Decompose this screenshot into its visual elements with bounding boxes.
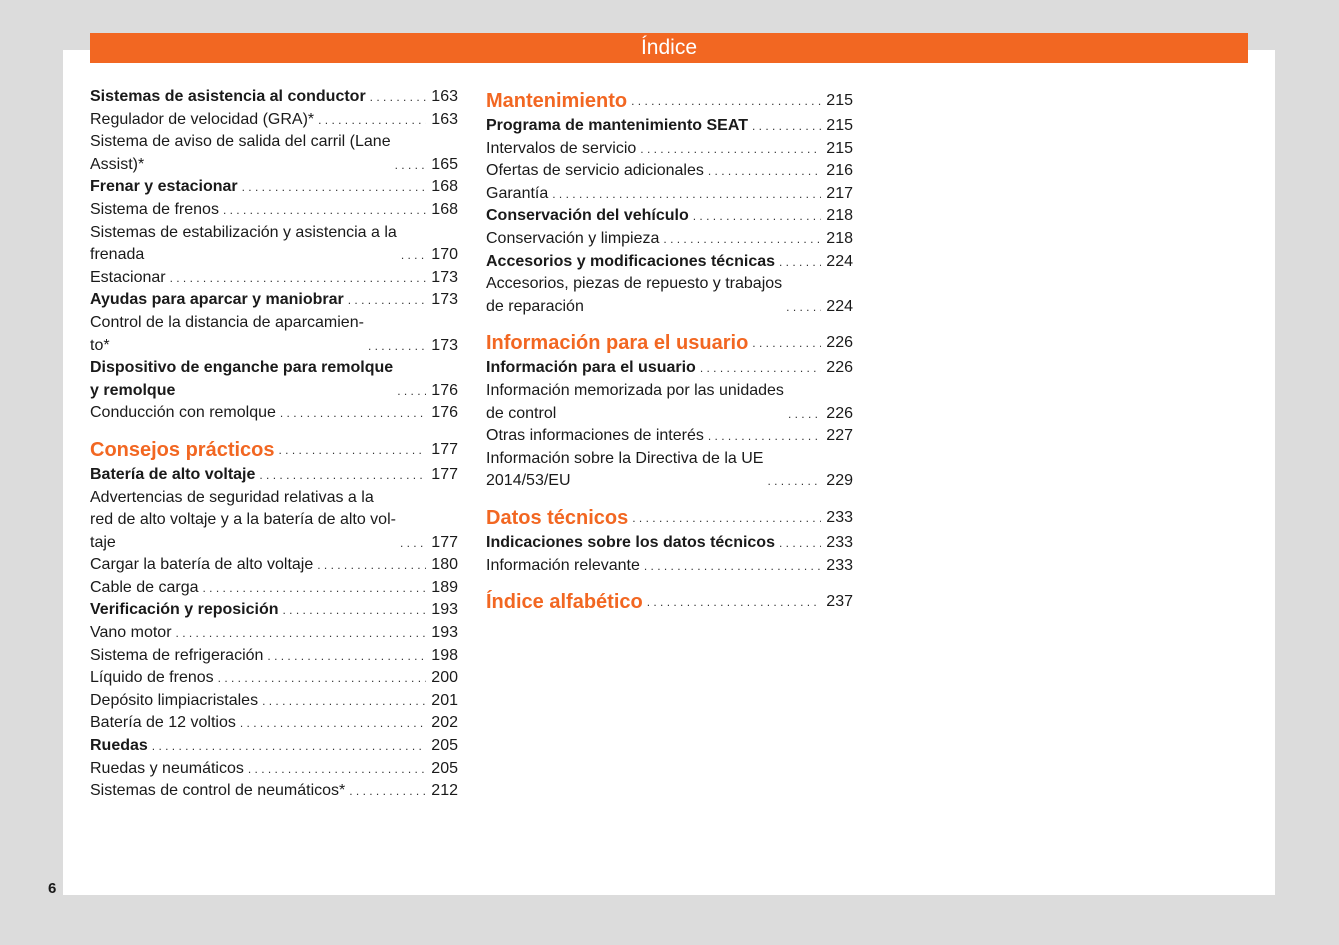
toc-entry-page: 170 bbox=[431, 246, 458, 264]
toc-entry-title: Mantenimiento bbox=[486, 90, 628, 112]
toc-section-heading[interactable] bbox=[486, 503, 853, 531]
toc-entry-title: Regulador de velocidad (GRA)* bbox=[90, 110, 315, 128]
toc-section-heading[interactable] bbox=[486, 328, 853, 356]
toc-entry[interactable] bbox=[486, 448, 853, 493]
dot-leader bbox=[401, 244, 426, 267]
toc-entry-title: Batería de alto voltaje bbox=[90, 465, 256, 483]
toc-entry-page: 176 bbox=[431, 404, 458, 422]
toc-entry-title: Accesorios, piezas de repuesto y trabajos de reparación bbox=[486, 275, 783, 315]
toc-entry[interactable] bbox=[486, 228, 853, 251]
toc-entry-page: 198 bbox=[431, 646, 458, 664]
toc-entry-title: Intervalos de servicio bbox=[486, 139, 637, 157]
toc-entry-page: 173 bbox=[431, 336, 458, 354]
toc-entry-title: Sistemas de estabilización y asistencia a la frenada bbox=[90, 223, 397, 264]
dot-leader bbox=[767, 470, 821, 493]
dot-leader bbox=[262, 690, 426, 713]
toc-entry-title: Consejos prácticos bbox=[90, 438, 275, 461]
dot-leader bbox=[170, 267, 426, 290]
toc-entry-page: 233 bbox=[826, 556, 853, 574]
toc-entry-page: 200 bbox=[431, 669, 458, 687]
toc-entry-title: Cable de carga bbox=[90, 578, 199, 596]
toc-entry-title: Información para el usuario bbox=[486, 359, 696, 377]
toc-entry-page: 215 bbox=[826, 117, 853, 134]
dot-leader bbox=[552, 183, 821, 206]
toc-right-column bbox=[486, 86, 853, 616]
toc-entry-title: Información memorizada por las unidades de control bbox=[486, 381, 784, 422]
toc-entry-page: 177 bbox=[431, 440, 458, 458]
toc-entry[interactable] bbox=[90, 176, 458, 199]
toc-entry[interactable] bbox=[90, 487, 458, 555]
toc-entry-page: 215 bbox=[826, 92, 853, 109]
toc-entry[interactable] bbox=[486, 357, 853, 380]
toc-entry-page: 176 bbox=[431, 381, 458, 399]
toc-entry-page: 226 bbox=[826, 359, 853, 377]
toc-entry-title: Ayudas para aparcar y maniobrar bbox=[90, 291, 344, 309]
dot-leader bbox=[788, 403, 821, 426]
toc-entry[interactable] bbox=[486, 425, 853, 448]
toc-section-heading[interactable] bbox=[486, 86, 853, 114]
toc-entry[interactable] bbox=[90, 690, 458, 713]
toc-entry[interactable] bbox=[90, 622, 458, 645]
dot-leader bbox=[397, 380, 426, 403]
toc-entry-title: Información sobre la Directiva de la UE 2014/53/EU bbox=[486, 449, 764, 490]
dot-leader bbox=[708, 425, 821, 448]
toc-section-heading[interactable] bbox=[486, 587, 853, 615]
toc-entry-title: Conducción con remolque bbox=[90, 404, 276, 422]
toc-entry[interactable] bbox=[90, 667, 458, 690]
toc-entry[interactable] bbox=[90, 199, 458, 222]
toc-entry[interactable] bbox=[486, 183, 853, 206]
toc-entry-page: 217 bbox=[826, 184, 853, 202]
dot-leader bbox=[242, 176, 426, 199]
toc-entry-title: Otras informaciones de interés bbox=[486, 427, 704, 445]
toc-entry-title: Garantía bbox=[486, 184, 549, 202]
dot-leader bbox=[267, 645, 426, 668]
toc-entry-title: Índice alfabético bbox=[486, 591, 643, 614]
toc-entry-title: Estacionar bbox=[90, 268, 166, 286]
toc-entry-title: Información relevante bbox=[486, 556, 640, 574]
toc-entry-title: Dispositivo de enganche para remolque y remolque bbox=[90, 359, 394, 399]
toc-entry[interactable] bbox=[486, 380, 853, 425]
page-title: Índice bbox=[90, 33, 1248, 63]
dot-leader bbox=[700, 357, 821, 380]
dot-leader bbox=[779, 251, 821, 274]
dot-leader bbox=[223, 199, 426, 222]
toc-entry[interactable] bbox=[486, 138, 853, 161]
dot-leader bbox=[708, 160, 821, 183]
toc-entry-title: Batería de 12 voltios bbox=[90, 714, 236, 732]
dot-leader bbox=[176, 622, 426, 645]
toc-entry-page: 226 bbox=[826, 334, 853, 352]
dot-leader bbox=[647, 587, 821, 615]
toc-entry-page: 168 bbox=[431, 178, 458, 196]
toc-entry-title: Sistema de frenos bbox=[90, 200, 219, 218]
toc-entry-title: Verificación y reposición bbox=[90, 601, 279, 619]
dot-leader bbox=[280, 402, 426, 425]
toc-entry-title: Conservación del vehículo bbox=[486, 207, 689, 225]
toc-entry[interactable] bbox=[90, 554, 458, 577]
toc-entry-title: Ruedas y neumáticos bbox=[90, 759, 244, 777]
toc-entry-page: 233 bbox=[826, 533, 853, 551]
toc-entry[interactable] bbox=[90, 312, 458, 357]
toc-entry-page: 229 bbox=[826, 472, 853, 490]
toc-entry-page: 215 bbox=[826, 139, 853, 157]
toc-entry-title: Sistema de refrigeración bbox=[90, 646, 264, 664]
dot-leader bbox=[786, 296, 821, 319]
page-number: 6 bbox=[48, 880, 57, 897]
toc-entry[interactable] bbox=[90, 86, 458, 109]
toc-entry-title: Frenar y estacionar bbox=[90, 178, 238, 196]
toc-entry-page: 177 bbox=[431, 533, 458, 551]
dot-leader bbox=[395, 154, 426, 177]
toc-entry[interactable] bbox=[486, 115, 853, 138]
toc-entry[interactable] bbox=[90, 577, 458, 600]
dot-leader bbox=[283, 599, 426, 622]
toc-entry-title: Vano motor bbox=[90, 624, 172, 642]
dot-leader bbox=[663, 228, 821, 251]
toc-entry[interactable] bbox=[90, 735, 458, 758]
toc-entry-title: Sistema de aviso de salida del carril (Lane Assist)* bbox=[90, 133, 391, 173]
toc-entry-title: Indicaciones sobre los datos técnicos bbox=[486, 533, 775, 551]
dot-leader bbox=[279, 435, 426, 463]
toc-entry-title: Información para el usuario bbox=[486, 332, 749, 355]
toc-entry[interactable] bbox=[90, 712, 458, 735]
toc-entry-page: 218 bbox=[826, 207, 853, 225]
toc-entry-page: 205 bbox=[431, 759, 458, 777]
toc-entry-title: Advertencias de seguridad relativas a la red de alto voltaje y a la batería de alto vol- taje bbox=[90, 488, 396, 551]
toc-entry-title: Sistemas de control de neumáticos* bbox=[90, 782, 346, 800]
toc-entry-page: 163 bbox=[431, 110, 458, 128]
toc-entry-title: Depósito limpiacristales bbox=[90, 691, 259, 709]
toc-entry-title: Programa de mantenimiento SEAT bbox=[486, 117, 748, 134]
dot-leader bbox=[632, 503, 821, 531]
toc-entry[interactable] bbox=[90, 780, 458, 803]
toc-entry-title: Datos técnicos bbox=[486, 506, 629, 529]
toc-entry[interactable] bbox=[90, 131, 458, 176]
toc-entry-page: 218 bbox=[826, 229, 853, 247]
toc-entry-page: 227 bbox=[826, 427, 853, 445]
toc-entry[interactable] bbox=[90, 267, 458, 290]
toc-entry[interactable] bbox=[486, 555, 853, 578]
dot-leader bbox=[240, 712, 426, 735]
toc-entry-page: 202 bbox=[431, 714, 458, 732]
dot-leader bbox=[640, 138, 821, 161]
toc-entry[interactable] bbox=[90, 758, 458, 781]
toc-entry-title: Conservación y limpieza bbox=[486, 229, 660, 247]
dot-leader bbox=[400, 532, 426, 555]
toc-entry-page: 193 bbox=[431, 624, 458, 642]
toc-entry[interactable] bbox=[90, 645, 458, 668]
toc-entry[interactable] bbox=[90, 289, 458, 312]
toc-entry-page: 212 bbox=[431, 782, 458, 800]
toc-entry[interactable] bbox=[486, 205, 853, 228]
toc-entry-page: 224 bbox=[826, 252, 853, 270]
toc-entry-title: Ruedas bbox=[90, 737, 148, 755]
toc-entry-title: Cargar la batería de alto voltaje bbox=[90, 556, 314, 574]
dot-leader bbox=[752, 328, 821, 356]
toc-entry-title: Control de la distancia de aparcamien- to* bbox=[90, 313, 364, 354]
toc-entry-title: Ofertas de servicio adicionales bbox=[486, 162, 704, 180]
dot-leader bbox=[370, 86, 426, 109]
toc-entry-page: 193 bbox=[431, 601, 458, 619]
dot-leader bbox=[693, 205, 821, 228]
toc-entry-page: 163 bbox=[431, 88, 458, 105]
toc-entry-page: 237 bbox=[826, 593, 853, 611]
dot-leader bbox=[752, 115, 821, 138]
dot-leader bbox=[317, 554, 426, 577]
toc-entry[interactable] bbox=[486, 251, 853, 274]
dot-leader bbox=[644, 555, 821, 578]
toc-section-heading[interactable] bbox=[90, 435, 458, 463]
dot-leader bbox=[259, 464, 426, 487]
dot-leader bbox=[152, 735, 426, 758]
toc-entry[interactable] bbox=[90, 464, 458, 487]
toc-entry-page: 173 bbox=[431, 291, 458, 309]
toc-entry[interactable] bbox=[90, 109, 458, 132]
dot-leader bbox=[248, 758, 426, 781]
toc-entry[interactable] bbox=[90, 222, 458, 267]
toc-entry[interactable] bbox=[486, 273, 853, 318]
toc-left-column bbox=[90, 86, 458, 803]
toc-entry-title: Líquido de frenos bbox=[90, 669, 214, 687]
toc-entry-page: 226 bbox=[826, 404, 853, 422]
dot-leader bbox=[349, 780, 426, 803]
toc-entry-page: 168 bbox=[431, 200, 458, 218]
dot-leader bbox=[631, 86, 821, 114]
dot-leader bbox=[368, 335, 426, 358]
dot-leader bbox=[348, 289, 426, 312]
toc-entry-page: 205 bbox=[431, 737, 458, 755]
toc-entry-page: 180 bbox=[431, 556, 458, 574]
toc-entry-title: Sistemas de asistencia al conductor bbox=[90, 88, 366, 105]
dot-leader bbox=[779, 532, 821, 555]
dot-leader bbox=[218, 667, 426, 690]
toc-entry[interactable] bbox=[90, 357, 458, 402]
toc-entry[interactable] bbox=[90, 599, 458, 622]
toc-entry-page: 201 bbox=[431, 691, 458, 709]
toc-entry-page: 233 bbox=[826, 508, 853, 526]
toc-entry-page: 189 bbox=[431, 578, 458, 596]
toc-entry-title: Accesorios y modificaciones técnicas bbox=[486, 252, 776, 270]
toc-entry[interactable] bbox=[90, 402, 458, 425]
toc-entry-page: 224 bbox=[826, 297, 853, 315]
toc-entry-page: 173 bbox=[431, 268, 458, 286]
toc-entry-page: 216 bbox=[826, 162, 853, 180]
dot-leader bbox=[318, 109, 426, 132]
dot-leader bbox=[203, 577, 426, 600]
toc-entry[interactable] bbox=[486, 532, 853, 555]
toc-entry-page: 165 bbox=[431, 155, 458, 173]
toc-entry[interactable] bbox=[486, 160, 853, 183]
toc-entry-page: 177 bbox=[431, 465, 458, 483]
